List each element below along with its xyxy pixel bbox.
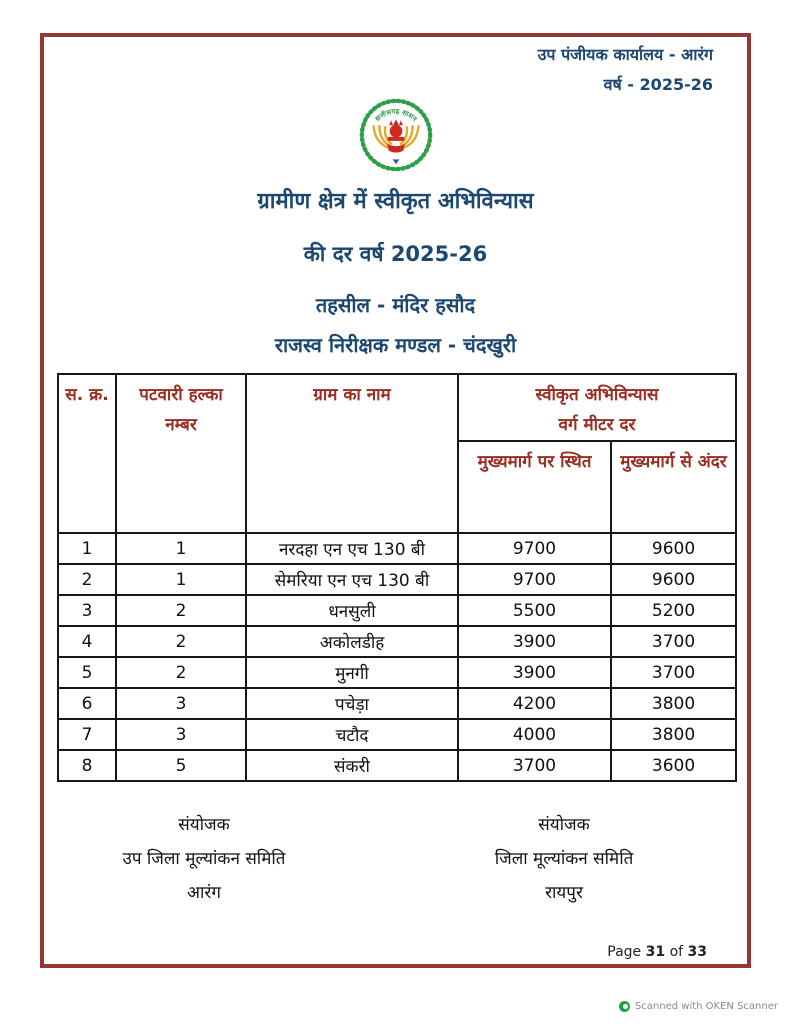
cell-on-road-rate: 4200 — [458, 688, 611, 719]
cell-halka: 5 — [116, 750, 246, 781]
cell-inner-rate: 9600 — [611, 533, 736, 564]
cell-village: अकोलडीह — [246, 626, 458, 657]
emblem-svg — [357, 93, 435, 175]
cell-serial: 3 — [58, 595, 116, 626]
cell-village: चटौद — [246, 719, 458, 750]
col-header-serial: स. क्र. — [58, 374, 116, 533]
signature-block-right — [414, 808, 714, 910]
office-header — [538, 40, 713, 100]
page-current: 31 — [645, 944, 666, 960]
cell-halka: 3 — [116, 688, 246, 719]
cell-halka: 3 — [116, 719, 246, 750]
table-row — [58, 626, 736, 657]
document-title-line1: ग्रामीण क्षेत्र में स्वीकृत अभिविन्यास — [257, 189, 534, 214]
cell-serial: 4 — [58, 626, 116, 657]
cell-village: सेमरिया एन एच 130 बी — [246, 564, 458, 595]
table-row — [58, 688, 736, 719]
office-name: उप पंजीयक कार्यालय - आरंग — [537, 45, 713, 64]
convener-label: संयोजक — [178, 815, 230, 835]
rates-table — [57, 373, 737, 782]
cell-serial: 6 — [58, 688, 116, 719]
cell-village: पचेड़ा — [246, 688, 458, 719]
table-row — [58, 657, 736, 688]
committee-label: जिला मूल्यांकन समिति — [494, 849, 634, 869]
cell-inner-rate: 3700 — [611, 657, 736, 688]
place-label: रायपुर — [545, 883, 583, 903]
rate-group-line1: स्वीकृत अभिविन्यास — [535, 385, 659, 405]
table-header-row-1 — [58, 374, 736, 441]
cell-halka: 2 — [116, 595, 246, 626]
tehsil-subtitle: तहसील - मंदिर हसौद — [315, 293, 476, 317]
cell-halka: 2 — [116, 657, 246, 688]
oken-scanner-icon — [619, 1001, 630, 1012]
col-header-on-road: मुख्यमार्ग पर स्थित — [458, 441, 611, 533]
signature-block-left — [54, 808, 354, 910]
cell-halka: 2 — [116, 626, 246, 657]
cell-serial: 2 — [58, 564, 116, 595]
cell-inner-rate: 9600 — [611, 564, 736, 595]
cell-serial: 7 — [58, 719, 116, 750]
cell-on-road-rate: 5500 — [458, 595, 611, 626]
cell-halka: 1 — [116, 564, 246, 595]
page-label: Page — [607, 944, 642, 960]
cell-serial: 5 — [58, 657, 116, 688]
year-label: वर्ष - 2025-26 — [603, 75, 713, 94]
emblem-base-mark — [392, 159, 399, 164]
cell-inner-rate: 3800 — [611, 719, 736, 750]
place-label: आरंग — [187, 883, 221, 903]
cell-on-road-rate: 9700 — [458, 564, 611, 595]
cell-village: धनसुली — [246, 595, 458, 626]
cell-on-road-rate: 4000 — [458, 719, 611, 750]
cell-on-road-rate: 9700 — [458, 533, 611, 564]
cell-village: मुनगी — [246, 657, 458, 688]
revenue-circle-subtitle: राजस्व निरीक्षक मण्डल - चंदखुरी — [274, 333, 517, 357]
cell-on-road-rate: 3900 — [458, 626, 611, 657]
page-number — [607, 944, 707, 960]
lion-capital-icon — [387, 119, 405, 152]
table-row — [58, 533, 736, 564]
cell-inner-rate: 5200 — [611, 595, 736, 626]
col-header-rate-group — [458, 374, 736, 441]
col-header-halka: पटवारी हल्का नम्बर — [116, 374, 246, 533]
cell-inner-rate: 3600 — [611, 750, 736, 781]
scanner-label: Scanned with OKEN Scanner — [634, 1001, 778, 1012]
scanner-watermark — [619, 1001, 778, 1012]
page-of-label: of — [669, 944, 684, 960]
cell-on-road-rate: 3700 — [458, 750, 611, 781]
table-row — [58, 719, 736, 750]
committee-label: उप जिला मूल्यांकन समिति — [122, 849, 286, 869]
cell-village: नरदहा एन एच 130 बी — [246, 533, 458, 564]
cell-serial: 8 — [58, 750, 116, 781]
rate-group-line2: वर्ग मीटर दर — [558, 415, 636, 435]
table-row — [58, 564, 736, 595]
page-total: 33 — [687, 944, 707, 960]
emblem-ring-text: छत्तीसगढ़ शासन — [373, 107, 418, 124]
table-row — [58, 750, 736, 781]
cell-halka: 1 — [116, 533, 246, 564]
cell-inner-rate: 3700 — [611, 626, 736, 657]
table-row — [58, 595, 736, 626]
document-border-frame — [40, 33, 751, 968]
chhattisgarh-government-emblem-icon — [357, 93, 435, 175]
cell-village: संकरी — [246, 750, 458, 781]
cell-serial: 1 — [58, 533, 116, 564]
cell-on-road-rate: 3900 — [458, 657, 611, 688]
document-title-line2: की दर वर्ष 2025-26 — [303, 242, 488, 266]
col-header-inner: मुख्यमार्ग से अंदर — [611, 441, 736, 533]
cell-inner-rate: 3800 — [611, 688, 736, 719]
col-header-village: ग्राम का नाम — [246, 374, 458, 533]
convener-label: संयोजक — [538, 815, 590, 835]
